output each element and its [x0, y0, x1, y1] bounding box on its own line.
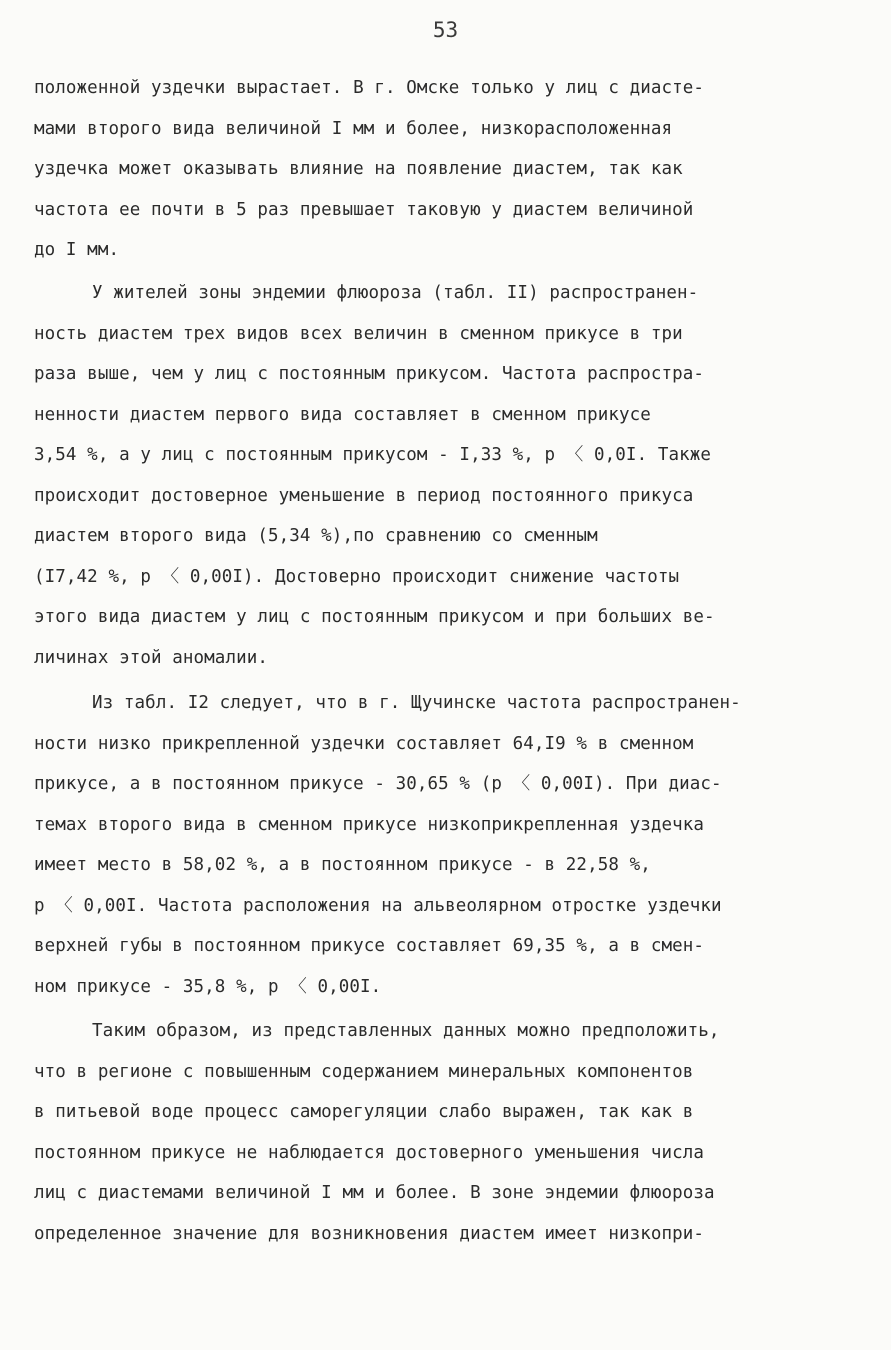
text-line: имеет место в 58,02 %, а в постоянном прикусе - в 22,58 %, [34, 855, 651, 875]
text-line: что в регионе с повышенным содержанием минеральных компонентов [34, 1061, 694, 1082]
paragraph-1 [34, 68, 864, 271]
text-line: (I7,42 %, p 〈 0,00I). Достоверно происходит снижение частоты [34, 566, 680, 587]
text-line: ности низко прикрепленной уздечки составляет 64,I9 % в сменном [34, 733, 694, 754]
text-line: p 〈 0,00I. Частота расположения на альвеолярном отростке уздечки [34, 895, 722, 916]
text-line: диастем второго вида (5,34 %),по сравнению со сменным [34, 526, 598, 546]
text-line: 3,54 %, а у лиц с постоянным прикусом - I,33 %, p 〈 0,0I. Также [34, 445, 712, 465]
page-number: 53 [432, 18, 459, 42]
text-line: происходит достоверное уменьшение в период постоянного прикуса [34, 485, 694, 506]
text-line: Из табл. I2 следует, что в г. Щучинске частота распространен- [92, 693, 741, 713]
text-line: верхней губы в постоянном прикусе составляет 69,35 %, а в смен- [34, 936, 705, 956]
paragraph-2 [34, 273, 864, 678]
text-line: ненности диастем первого вида составляет в сменном прикусе [34, 404, 651, 425]
text-line: раза выше, чем у лиц с постоянным прикусом. Частота распростра- [34, 364, 705, 384]
text-line: ном прикусе - 35,8 %, p 〈 0,00I. [34, 976, 382, 997]
text-line: частота ее почти в 5 раз превышает таковую у диастем величиной [34, 199, 694, 220]
text-line: определенное значение для возникновения диастем имеет низкопри- [34, 1223, 705, 1244]
text-line: мами второго вида величиной I мм и более, низкорасположенная [34, 118, 673, 139]
paragraph-3 [34, 683, 864, 1007]
text-line: до I мм. [34, 240, 120, 260]
paragraph-4 [34, 1011, 864, 1254]
text-line: в питьевой воде процесс саморегуляции слабо выражен, так как в [34, 1102, 694, 1122]
text-line: ность диастем трех видов всех величин в сменном прикусе в три [34, 323, 683, 344]
text-line: Таким образом, из представленных данных можно предположить, [92, 1021, 720, 1041]
text-line: этого вида диастем у лиц с постоянным прикусом и при больших ве- [34, 607, 715, 627]
text-line: постоянном прикусе не наблюдается достоверного уменьшения числа [34, 1142, 705, 1163]
text-line: уздечка может оказывать влияние на появление диастем, так как [34, 159, 683, 179]
text-line: темах второго вида в сменном прикусе низкоприкрепленная уздечка [34, 814, 705, 835]
text-line: положенной уздечки вырастает. В г. Омске только у лиц с диасте- [34, 78, 705, 98]
text-line: личинах этой аномалии. [34, 647, 268, 668]
text-line: У жителей зоны эндемии флюороза (табл. II) распространен- [92, 283, 699, 303]
text-line: прикусе, а в постоянном прикусе - 30,65 % (p 〈 0,00I). При диас- [34, 774, 722, 794]
text-line: лиц с диастемами величиной I мм и более. В зоне эндемии флюороза [34, 1183, 715, 1203]
